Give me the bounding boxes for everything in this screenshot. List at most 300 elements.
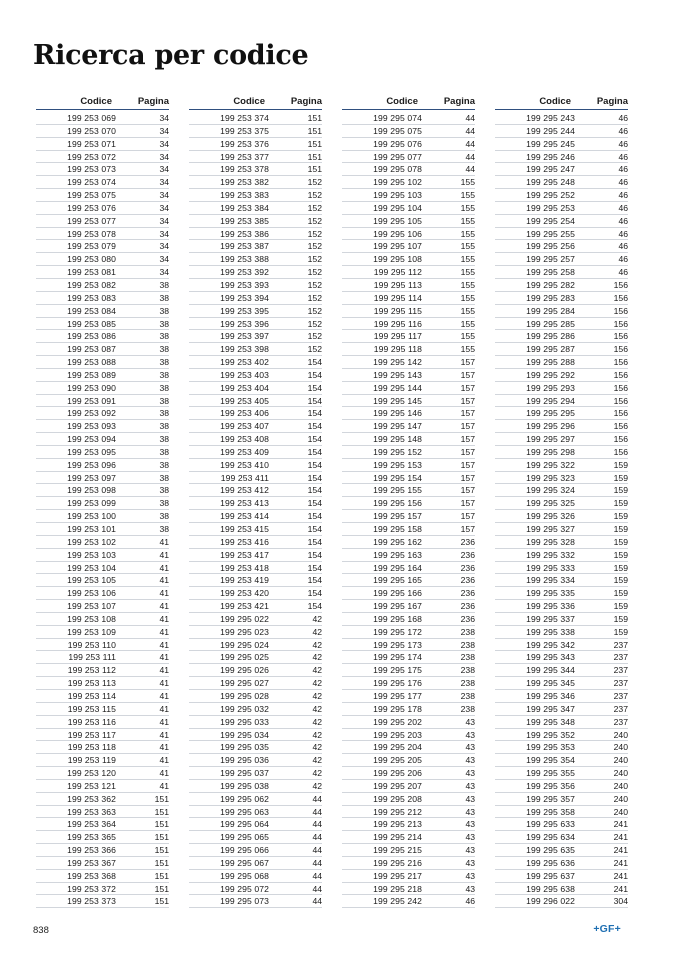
code-cell: 199 253 089 — [67, 369, 116, 380]
code-cell: 199 295 326 — [526, 511, 575, 522]
table-row — [189, 343, 322, 356]
code-cell: 199 296 022 — [526, 896, 575, 907]
page-cell: 154 — [307, 382, 322, 393]
page-cell: 151 — [154, 857, 169, 868]
page-cell: 241 — [613, 883, 628, 894]
code-cell: 199 253 086 — [67, 331, 116, 342]
code-cell: 199 253 413 — [220, 498, 269, 509]
table-row — [495, 433, 628, 446]
code-cell: 199 253 115 — [67, 703, 116, 714]
page-cell: 240 — [613, 768, 628, 779]
table-row — [342, 176, 475, 189]
code-cell: 199 253 070 — [67, 125, 116, 136]
page-cell: 38 — [159, 344, 169, 355]
table-row — [36, 574, 169, 587]
table-row — [36, 818, 169, 831]
table-row — [189, 562, 322, 575]
table-row — [495, 343, 628, 356]
code-cell: 199 295 033 — [220, 716, 269, 727]
code-cell: 199 295 073 — [220, 896, 269, 907]
code-cell: 199 295 337 — [526, 613, 575, 624]
rows — [189, 112, 322, 908]
table-row — [36, 639, 169, 652]
page-cell: 41 — [159, 780, 169, 791]
page-cell: 151 — [154, 819, 169, 830]
page-cell: 240 — [613, 780, 628, 791]
page-cell: 43 — [465, 793, 475, 804]
code-cell: 199 253 095 — [67, 446, 116, 457]
page-cell: 156 — [613, 421, 628, 432]
code-cell: 199 295 287 — [526, 344, 575, 355]
page-cell: 156 — [613, 318, 628, 329]
table-row — [495, 870, 628, 883]
code-cell: 199 253 411 — [220, 472, 269, 483]
table-row — [342, 151, 475, 164]
code-cell: 199 253 100 — [67, 511, 116, 522]
page-cell: 157 — [460, 498, 475, 509]
code-cell: 199 295 358 — [526, 806, 575, 817]
code-cell: 199 253 387 — [220, 241, 269, 252]
code-cell: 199 295 255 — [526, 228, 575, 239]
code-cell: 199 295 037 — [220, 768, 269, 779]
code-cell: 199 253 414 — [220, 511, 269, 522]
page-cell: 38 — [159, 382, 169, 393]
table-row — [342, 382, 475, 395]
code-cell: 199 295 028 — [220, 690, 269, 701]
code-cell: 199 253 404 — [220, 382, 269, 393]
page-cell: 46 — [618, 215, 628, 226]
page-cell: 238 — [460, 703, 475, 714]
table-row — [36, 523, 169, 536]
page-cell: 43 — [465, 819, 475, 830]
code-cell: 199 253 108 — [67, 613, 116, 624]
table-row — [495, 690, 628, 703]
table-row — [189, 163, 322, 176]
table-row — [495, 202, 628, 215]
table-row — [342, 305, 475, 318]
page-cell: 157 — [460, 472, 475, 483]
table-row — [342, 806, 475, 819]
page-cell: 41 — [159, 678, 169, 689]
code-header: Codice — [80, 96, 112, 107]
page-cell: 240 — [613, 793, 628, 804]
code-cell: 199 295 107 — [373, 241, 422, 252]
page-header: Pagina — [443, 96, 475, 107]
page-cell: 157 — [460, 395, 475, 406]
page-cell: 42 — [312, 665, 322, 676]
code-cell: 199 295 288 — [526, 357, 575, 368]
page-cell: 236 — [460, 562, 475, 573]
page-title: Ricerca per codice — [33, 40, 309, 71]
table-row — [36, 189, 169, 202]
code-cell: 199 295 294 — [526, 395, 575, 406]
code-cell: 199 253 408 — [220, 434, 269, 445]
page-cell: 157 — [460, 485, 475, 496]
page-cell: 157 — [460, 459, 475, 470]
code-cell: 199 295 108 — [373, 254, 422, 265]
table-row — [342, 677, 475, 690]
page-cell: 241 — [613, 857, 628, 868]
code-cell: 199 295 026 — [220, 665, 269, 676]
page-cell: 236 — [460, 536, 475, 547]
table-row — [189, 472, 322, 485]
code-cell: 199 295 175 — [373, 665, 422, 676]
table-row — [189, 793, 322, 806]
code-cell: 199 253 385 — [220, 215, 269, 226]
code-cell: 199 295 146 — [373, 408, 422, 419]
table-row — [342, 189, 475, 202]
table-row — [342, 600, 475, 613]
code-cell: 199 253 074 — [67, 177, 116, 188]
code-cell: 199 295 284 — [526, 305, 575, 316]
code-cell: 199 295 282 — [526, 279, 575, 290]
table-row — [189, 253, 322, 266]
code-cell: 199 295 328 — [526, 536, 575, 547]
code-cell: 199 253 097 — [67, 472, 116, 483]
code-column-4 — [495, 94, 628, 908]
code-cell: 199 295 213 — [373, 819, 422, 830]
page-cell: 154 — [307, 588, 322, 599]
code-cell: 199 295 145 — [373, 395, 422, 406]
column-header — [495, 94, 628, 110]
page-cell: 38 — [159, 511, 169, 522]
table-row — [189, 754, 322, 767]
code-cell: 199 295 152 — [373, 446, 422, 457]
table-row — [189, 305, 322, 318]
code-cell: 199 253 372 — [67, 883, 116, 894]
page-cell: 154 — [307, 459, 322, 470]
column-header — [36, 94, 169, 110]
page-cell: 236 — [460, 613, 475, 624]
code-cell: 199 295 346 — [526, 690, 575, 701]
table-row — [495, 574, 628, 587]
code-cell: 199 253 393 — [220, 279, 269, 290]
page-cell: 241 — [613, 845, 628, 856]
code-cell: 199 295 203 — [373, 729, 422, 740]
page-cell: 238 — [460, 652, 475, 663]
code-cell: 199 295 205 — [373, 755, 422, 766]
code-cell: 199 295 178 — [373, 703, 422, 714]
page-cell: 151 — [307, 164, 322, 175]
page-cell: 38 — [159, 421, 169, 432]
page-cell: 46 — [618, 177, 628, 188]
code-cell: 199 295 633 — [526, 819, 575, 830]
table-row — [189, 883, 322, 896]
page-cell: 42 — [312, 780, 322, 791]
code-cell: 199 253 384 — [220, 202, 269, 213]
code-cell: 199 253 099 — [67, 498, 116, 509]
code-cell: 199 295 298 — [526, 446, 575, 457]
code-cell: 199 295 286 — [526, 331, 575, 342]
code-cell: 199 295 208 — [373, 793, 422, 804]
page-cell: 155 — [460, 241, 475, 252]
code-cell: 199 295 117 — [373, 331, 422, 342]
code-cell: 199 295 062 — [220, 793, 269, 804]
table-row — [342, 420, 475, 433]
page-cell: 236 — [460, 575, 475, 586]
code-cell: 199 253 396 — [220, 318, 269, 329]
code-cell: 199 295 116 — [373, 318, 422, 329]
code-cell: 199 295 244 — [526, 125, 575, 136]
code-cell: 199 295 142 — [373, 357, 422, 368]
page-cell: 157 — [460, 434, 475, 445]
table-row — [189, 639, 322, 652]
page-cell: 38 — [159, 357, 169, 368]
page-cell: 44 — [312, 870, 322, 881]
page-cell: 41 — [159, 665, 169, 676]
code-cell: 199 295 256 — [526, 241, 575, 252]
page-number: 838 — [33, 925, 49, 936]
table-row — [342, 446, 475, 459]
code-cell: 199 253 121 — [67, 780, 116, 791]
page-cell: 44 — [312, 883, 322, 894]
table-row — [36, 613, 169, 626]
page-cell: 152 — [307, 344, 322, 355]
table-row — [495, 639, 628, 652]
table-row — [342, 754, 475, 767]
page-cell: 42 — [312, 742, 322, 753]
page-cell: 38 — [159, 331, 169, 342]
code-cell: 199 253 415 — [220, 524, 269, 534]
page-cell: 38 — [159, 292, 169, 303]
table-row — [189, 806, 322, 819]
page-cell: 38 — [159, 305, 169, 316]
table-row — [342, 202, 475, 215]
page-cell: 152 — [307, 177, 322, 188]
code-cell: 199 295 158 — [373, 524, 422, 534]
table-row — [342, 266, 475, 279]
code-header: Codice — [386, 96, 418, 107]
table-row — [495, 741, 628, 754]
code-cell: 199 253 386 — [220, 228, 269, 239]
code-cell: 199 295 634 — [526, 832, 575, 843]
code-cell: 199 253 090 — [67, 382, 116, 393]
code-cell: 199 295 173 — [373, 639, 422, 650]
page-cell: 151 — [154, 896, 169, 907]
code-cell: 199 253 113 — [67, 678, 116, 689]
table-row — [342, 716, 475, 729]
code-cell: 199 253 373 — [67, 896, 116, 907]
page-cell: 38 — [159, 408, 169, 419]
code-cell: 199 253 402 — [220, 357, 269, 368]
code-cell: 199 295 103 — [373, 190, 422, 201]
table-row — [495, 125, 628, 138]
table-row — [495, 407, 628, 420]
code-cell: 199 295 144 — [373, 382, 422, 393]
code-cell: 199 295 347 — [526, 703, 575, 714]
table-row — [36, 279, 169, 292]
table-row — [495, 844, 628, 857]
code-cell: 199 295 322 — [526, 459, 575, 470]
page-cell: 46 — [618, 138, 628, 149]
table-row — [189, 215, 322, 228]
table-row — [36, 228, 169, 241]
page-cell: 241 — [613, 832, 628, 843]
table-row — [495, 549, 628, 562]
code-cell: 199 253 403 — [220, 369, 269, 380]
page-cell: 41 — [159, 536, 169, 547]
table-row — [495, 292, 628, 305]
page-cell: 156 — [613, 434, 628, 445]
code-cell: 199 253 376 — [220, 138, 269, 149]
page-cell: 41 — [159, 588, 169, 599]
page-cell: 241 — [613, 870, 628, 881]
code-cell: 199 295 348 — [526, 716, 575, 727]
table-row — [495, 716, 628, 729]
table-row — [342, 395, 475, 408]
page-cell: 34 — [159, 177, 169, 188]
page-cell: 46 — [618, 241, 628, 252]
code-cell: 199 253 383 — [220, 190, 269, 201]
code-cell: 199 253 093 — [67, 421, 116, 432]
code-cell: 199 295 036 — [220, 755, 269, 766]
code-cell: 199 253 364 — [67, 819, 116, 830]
page-cell: 41 — [159, 652, 169, 663]
table-row — [189, 125, 322, 138]
code-cell: 199 253 421 — [220, 601, 269, 612]
page-cell: 155 — [460, 267, 475, 278]
table-row — [342, 163, 475, 176]
table-row — [189, 279, 322, 292]
code-cell: 199 295 332 — [526, 549, 575, 560]
table-row — [189, 356, 322, 369]
code-cell: 199 253 374 — [220, 113, 269, 123]
page-cell: 46 — [465, 896, 475, 907]
page-cell: 240 — [613, 742, 628, 753]
code-cell: 199 253 394 — [220, 292, 269, 303]
table-row — [36, 754, 169, 767]
code-header: Codice — [233, 96, 265, 107]
page-cell: 154 — [307, 498, 322, 509]
table-row — [342, 292, 475, 305]
code-cell: 199 295 638 — [526, 883, 575, 894]
page-cell: 154 — [307, 601, 322, 612]
table-row — [342, 844, 475, 857]
table-row — [36, 600, 169, 613]
table-row — [495, 664, 628, 677]
code-cell: 199 295 248 — [526, 177, 575, 188]
table-row — [495, 228, 628, 241]
page-cell: 44 — [465, 164, 475, 175]
page-cell: 38 — [159, 524, 169, 534]
page-cell: 155 — [460, 177, 475, 188]
table-row — [342, 613, 475, 626]
page-cell: 155 — [460, 331, 475, 342]
page-cell: 154 — [307, 485, 322, 496]
code-cell: 199 295 242 — [373, 896, 422, 907]
table-row — [495, 395, 628, 408]
table-row — [36, 151, 169, 164]
table-row — [495, 446, 628, 459]
page-cell: 38 — [159, 369, 169, 380]
table-row — [189, 587, 322, 600]
table-row — [495, 587, 628, 600]
code-cell: 199 295 143 — [373, 369, 422, 380]
code-cell: 199 295 032 — [220, 703, 269, 714]
page-cell: 43 — [465, 845, 475, 856]
page-cell: 41 — [159, 613, 169, 624]
page-cell: 41 — [159, 716, 169, 727]
table-row — [36, 484, 169, 497]
table-row — [342, 703, 475, 716]
code-cell: 199 253 083 — [67, 292, 116, 303]
page-cell: 238 — [460, 639, 475, 650]
page-cell: 159 — [613, 498, 628, 509]
page-cell: 42 — [312, 678, 322, 689]
page-cell: 151 — [307, 113, 322, 123]
page-cell: 156 — [613, 279, 628, 290]
page-cell: 151 — [154, 806, 169, 817]
table-row — [189, 844, 322, 857]
code-cell: 199 295 292 — [526, 369, 575, 380]
code-cell: 199 295 025 — [220, 652, 269, 663]
code-cell: 199 295 115 — [373, 305, 422, 316]
code-cell: 199 295 174 — [373, 652, 422, 663]
code-cell: 199 295 153 — [373, 459, 422, 470]
table-row — [495, 382, 628, 395]
table-row — [189, 818, 322, 831]
code-cell: 199 295 345 — [526, 678, 575, 689]
page-cell: 154 — [307, 434, 322, 445]
page-cell: 151 — [307, 138, 322, 149]
table-row — [36, 382, 169, 395]
code-cell: 199 295 216 — [373, 857, 422, 868]
code-cell: 199 253 069 — [67, 113, 116, 123]
table-row — [495, 112, 628, 125]
page-cell: 41 — [159, 703, 169, 714]
table-row — [342, 690, 475, 703]
page-cell: 38 — [159, 485, 169, 496]
table-row — [495, 754, 628, 767]
page-cell: 41 — [159, 575, 169, 586]
table-row — [495, 793, 628, 806]
table-row — [36, 536, 169, 549]
page-cell: 159 — [613, 536, 628, 547]
code-cell: 199 295 148 — [373, 434, 422, 445]
table-row — [189, 510, 322, 523]
table-row — [342, 549, 475, 562]
page-cell: 154 — [307, 408, 322, 419]
page-cell: 238 — [460, 665, 475, 676]
table-row — [342, 574, 475, 587]
code-cell: 199 295 066 — [220, 845, 269, 856]
table-row — [189, 202, 322, 215]
page-cell: 38 — [159, 434, 169, 445]
table-row — [36, 497, 169, 510]
code-cell: 199 295 113 — [373, 279, 422, 290]
page-cell: 237 — [613, 703, 628, 714]
code-cell: 199 253 406 — [220, 408, 269, 419]
page-cell: 42 — [312, 768, 322, 779]
code-column-3 — [342, 94, 475, 908]
table-row — [36, 240, 169, 253]
table-row — [495, 523, 628, 536]
code-cell: 199 295 218 — [373, 883, 422, 894]
code-cell: 199 253 419 — [220, 575, 269, 586]
page-cell: 155 — [460, 215, 475, 226]
table-row — [189, 600, 322, 613]
code-cell: 199 295 353 — [526, 742, 575, 753]
table-row — [189, 574, 322, 587]
page-cell: 38 — [159, 446, 169, 457]
page-cell: 43 — [465, 768, 475, 779]
table-row — [342, 253, 475, 266]
table-row — [36, 510, 169, 523]
code-cell: 199 253 075 — [67, 190, 116, 201]
table-row — [36, 767, 169, 780]
table-row — [36, 664, 169, 677]
table-row — [495, 510, 628, 523]
